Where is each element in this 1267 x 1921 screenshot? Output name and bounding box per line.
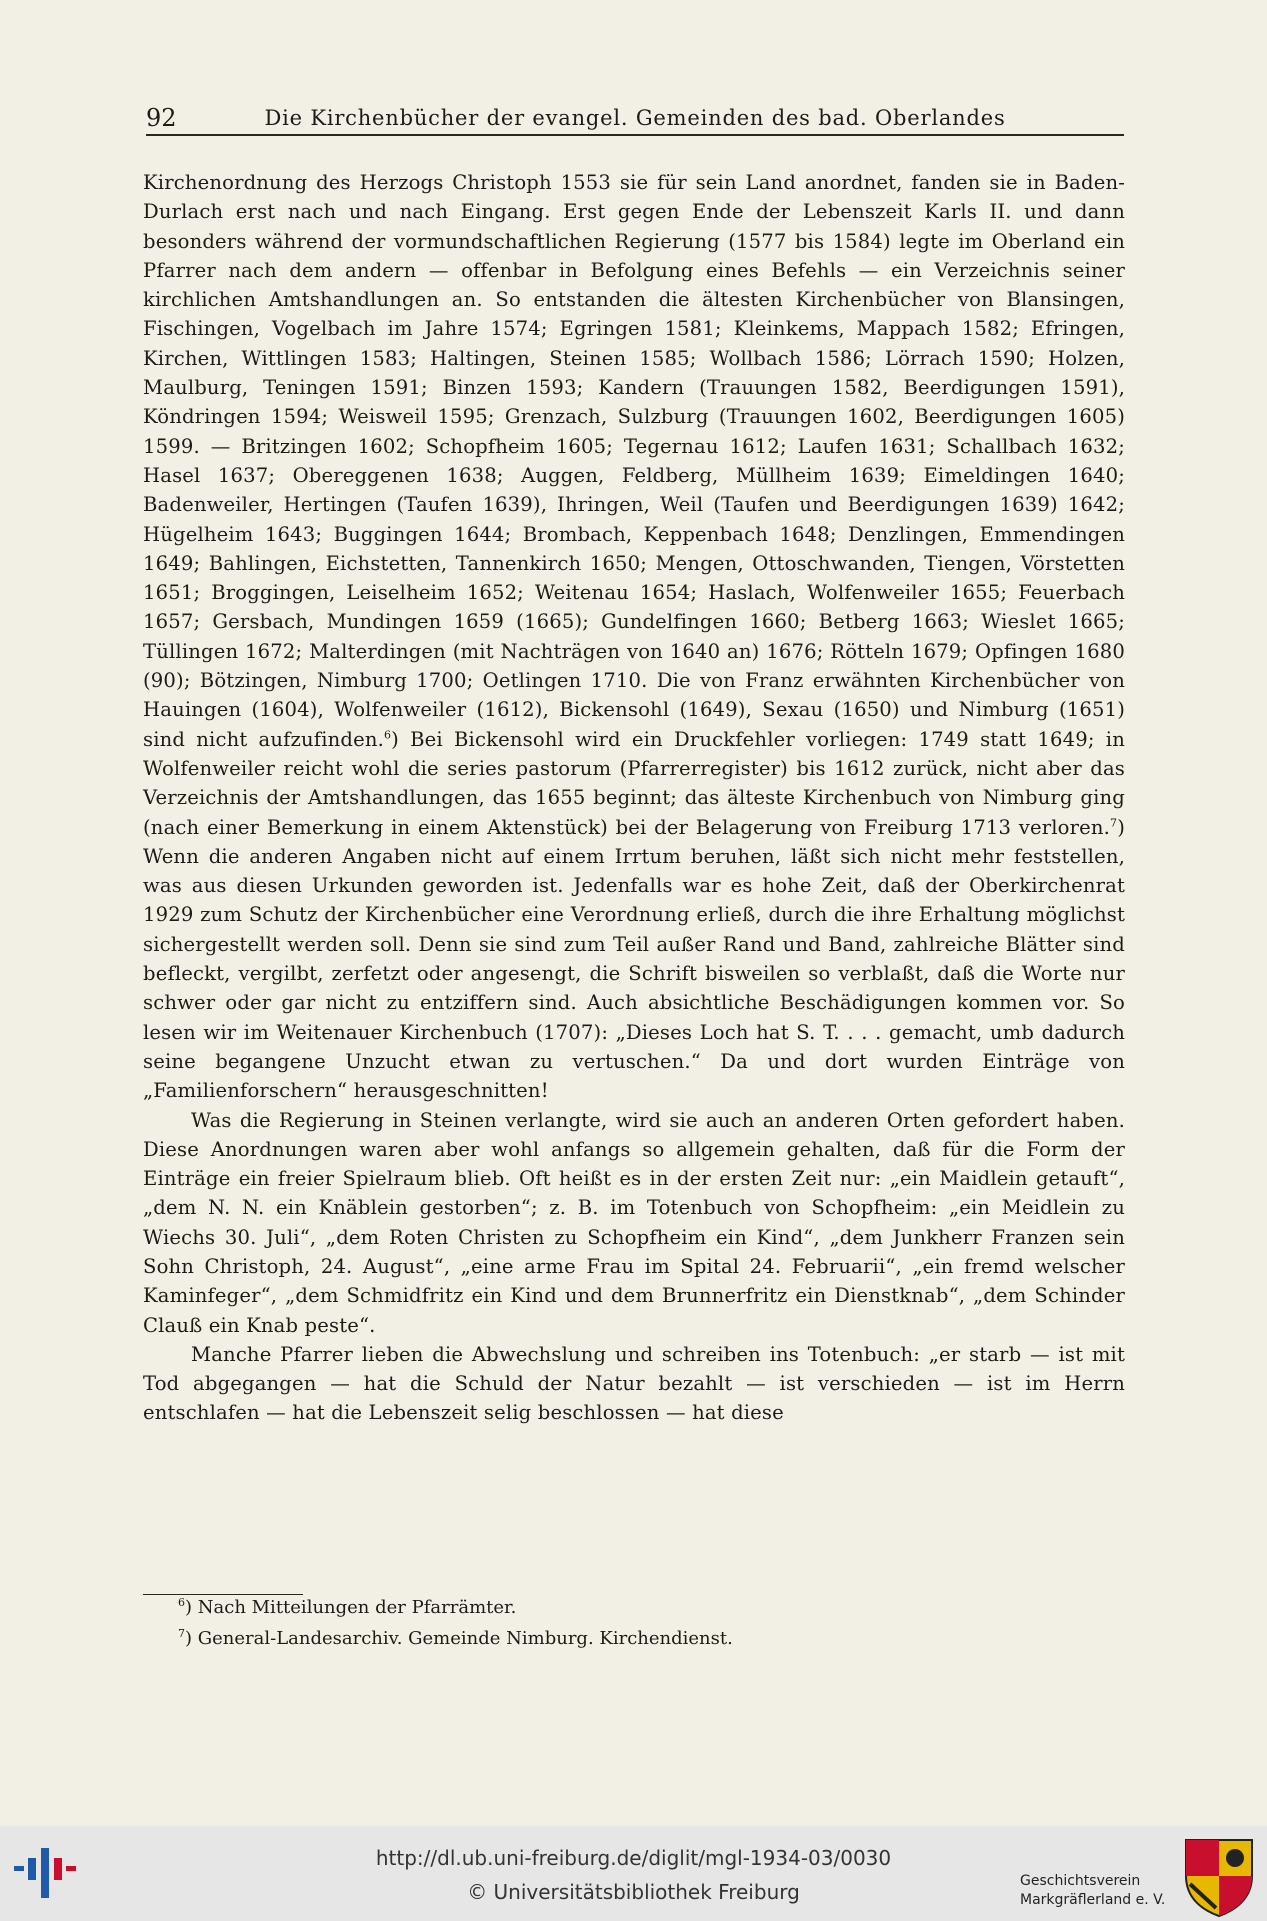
footnote: $^6$) Nach Mitteilungen der Pfarrämter. xyxy=(178,1596,517,1618)
footnote: $^7$) General-Landesarchiv. Gemeinde Nimburg. Kirchendienst. xyxy=(178,1627,733,1649)
paragraph: Was die Regierung in Steinen verlangte, wird sie auch an anderen Orten gefordert haben. Diese Anordnungen waren aber wohl anfangs so allgemein gehalten, daß für die Form der Einträge ein freier Spielraum blieb. Oft heißt es in der ersten Zeit nur: „ein Maidlein getauft“, „dem N. N. ein Knäblein gestorben“; z. B. im Totenbuch von Schopfheim: „ein Meidlein zu Wiechs 30. Juli“, „dem Roten Christen zu Schopfheim ein Kind“, „dem Junkherr Franzen sein Sohn Christoph, 24. August“, „eine arme Frau im Spital 24. Februarii“, „ein fremd welscher Kaminfeger“, „dem Schmidfritz ein Kind und dem Brunnerfritz ein Dienstknab“, „dem Schinder Clauß ein Knab peste“. xyxy=(143,1108,1125,1337)
page-number: 92 xyxy=(146,104,177,132)
viewer-footer xyxy=(0,1826,1267,1921)
running-header xyxy=(146,104,1124,136)
permalink-url[interactable]: http://dl.ub.uni-freiburg.de/diglit/mgl-1934-03/0030 xyxy=(375,1846,892,1870)
footnote-ref[interactable]: 6 xyxy=(383,728,392,742)
coat-of-arms-icon[interactable] xyxy=(1182,1836,1256,1918)
footnote-ref[interactable]: 7 xyxy=(1110,816,1118,829)
paragraph: Manche Pfarrer lieben die Abwechslung und schreiben ins Totenbuch: „er starb — ist mit Tod abgegangen — hat die Schuld der Natur bezahlt — ist verschieden — ist im Herrn entschlafen — hat die Lebenszeit selig beschlossen — hat diese xyxy=(143,1342,1125,1425)
running-title: Die Kirchenbücher der evangel. Gemeinden des bad. Oberlandes xyxy=(264,106,1006,130)
paragraph: Kirchenordnung des Herzogs Christoph 1553 sie für sein Land anordnet, fanden sie in Baden-Durlach erst nach und nach Eingang. Erst gegen Ende der Lebenszeit Karls II. und dann besonders während der vormundschaftlichen Regierung (1577 bis 1584) legte im Oberland ein Pfarrer nach dem andern — offenbar in Befolgung eines Befehls — ein Verzeichnis seiner kirchlichen Amtshandlungen an. So entstanden die ältesten Kirchenbücher von Blansingen, Fischingen, Vogelbach im Jahre 1574; Egringen 1581; Kleinkems, Mappach 1582; Efringen, Kirchen, Wittlingen 1583; Haltingen, Steinen 1585; Wollbach 1586; Lörrach 1590; Holzen, Maulburg, Teningen 1591; Binzen 1593; Kandern (Trauungen 1582, Beerdigungen 1591), Köndringen 1594; Weisweil 1595; Grenzach, Sulzburg (Trauungen 1602, Beerdigungen 1605) 1599. — Britzingen 1602; Schopfheim 1605; Tegernau 1612; Laufen 1631; Schallbach 1632; Hasel 1637; Obereggenen 1638; Auggen, Feldberg, Müllheim 1639; Eimeldingen 1640; Badenweiler, Hertingen (Taufen 1639), Ihringen, Weil (Taufen und Beerdigungen 1639) 1642; Hügelheim 1643; Buggingen 1644; Brombach, Keppenbach 1648; Denzlingen, Emmendingen 1649; Bahlingen, Eichstetten, Tannenkirch 1650; Mengen, Ottoschwanden, Tiengen, Vörstetten 1651; Broggingen, Leiselheim 1652; Weitenau 1654; Haslach, Wolfenweiler 1655; Feuerbach 1657; Gersbach, Mundingen 1659 (1665); Gundelfingen 1660; Betberg 1663; Wieslet 1665; Tüllingen 1672; Malterdingen (mit Nachträgen von 1640 an) 1676; Rötteln 1679; Opfingen 1680 (90); Bötzingen, Nimburg 1700; Oetlingen 1710. Die von Franz erwähnten Kirchenbücher von Hauingen (1604), Wolfenweiler (1612), Bickensohl (1649), Sexau (1650) und Nimburg (1651) sind nicht aufzufinden.$^6$) Bei Bickensohl wird ein Druckfehler vorliegen: 1749 statt 1649; in Wolfenweiler reicht wohl die series pastorum (Pfarrerregister) bis 1612 zurück, nicht aber das Verzeichnis der Amtshandlungen, das 1655 beginnt; das älteste Kirchenbuch von Nimburg ging (nach einer Bemerkung in einem Aktenstück) bei der Belagerung von Freiburg 1713 verloren.$^7$) Wenn die anderen Angaben nicht auf einem Irrtum beruhen, läßt sich nicht mehr feststellen, was aus diesen Urkunden geworden ist. Jedenfalls war es hohe Zeit, daß der Oberkirchenrat 1929 zum Schutz der Kirchenbücher eine Verordnung erließ, durch die ihre Erhaltung möglichst sichergestellt werden soll. Denn sie sind zum Teil außer Rand und Band, zahlreiche Blätter sind befleckt, vergilbt, zerfetzt oder angesengt, die Schrift bisweilen so verblaßt, daß die Worte nur schwer oder gar nicht zu entziffern sind. Auch absichtliche Beschädigungen kommen vor. So lesen wir im Weitenauer Kirchenbuch (1707): „Dieses Loch hat S. T. . . . gemacht, umb dadurch seine begangene Unzucht etwan zu vertuschen.“ Da und dort wurden Einträge von „Familienforschern“ herausgeschnitten! xyxy=(143,171,1125,1103)
footnotes xyxy=(178,1590,733,1652)
body-text xyxy=(143,168,1125,1428)
copyright-notice: © Universitätsbibliothek Freiburg xyxy=(467,1880,800,1904)
partner-name[interactable]: Geschichtsverein Markgräflerland e. V. xyxy=(1020,1873,1166,1908)
